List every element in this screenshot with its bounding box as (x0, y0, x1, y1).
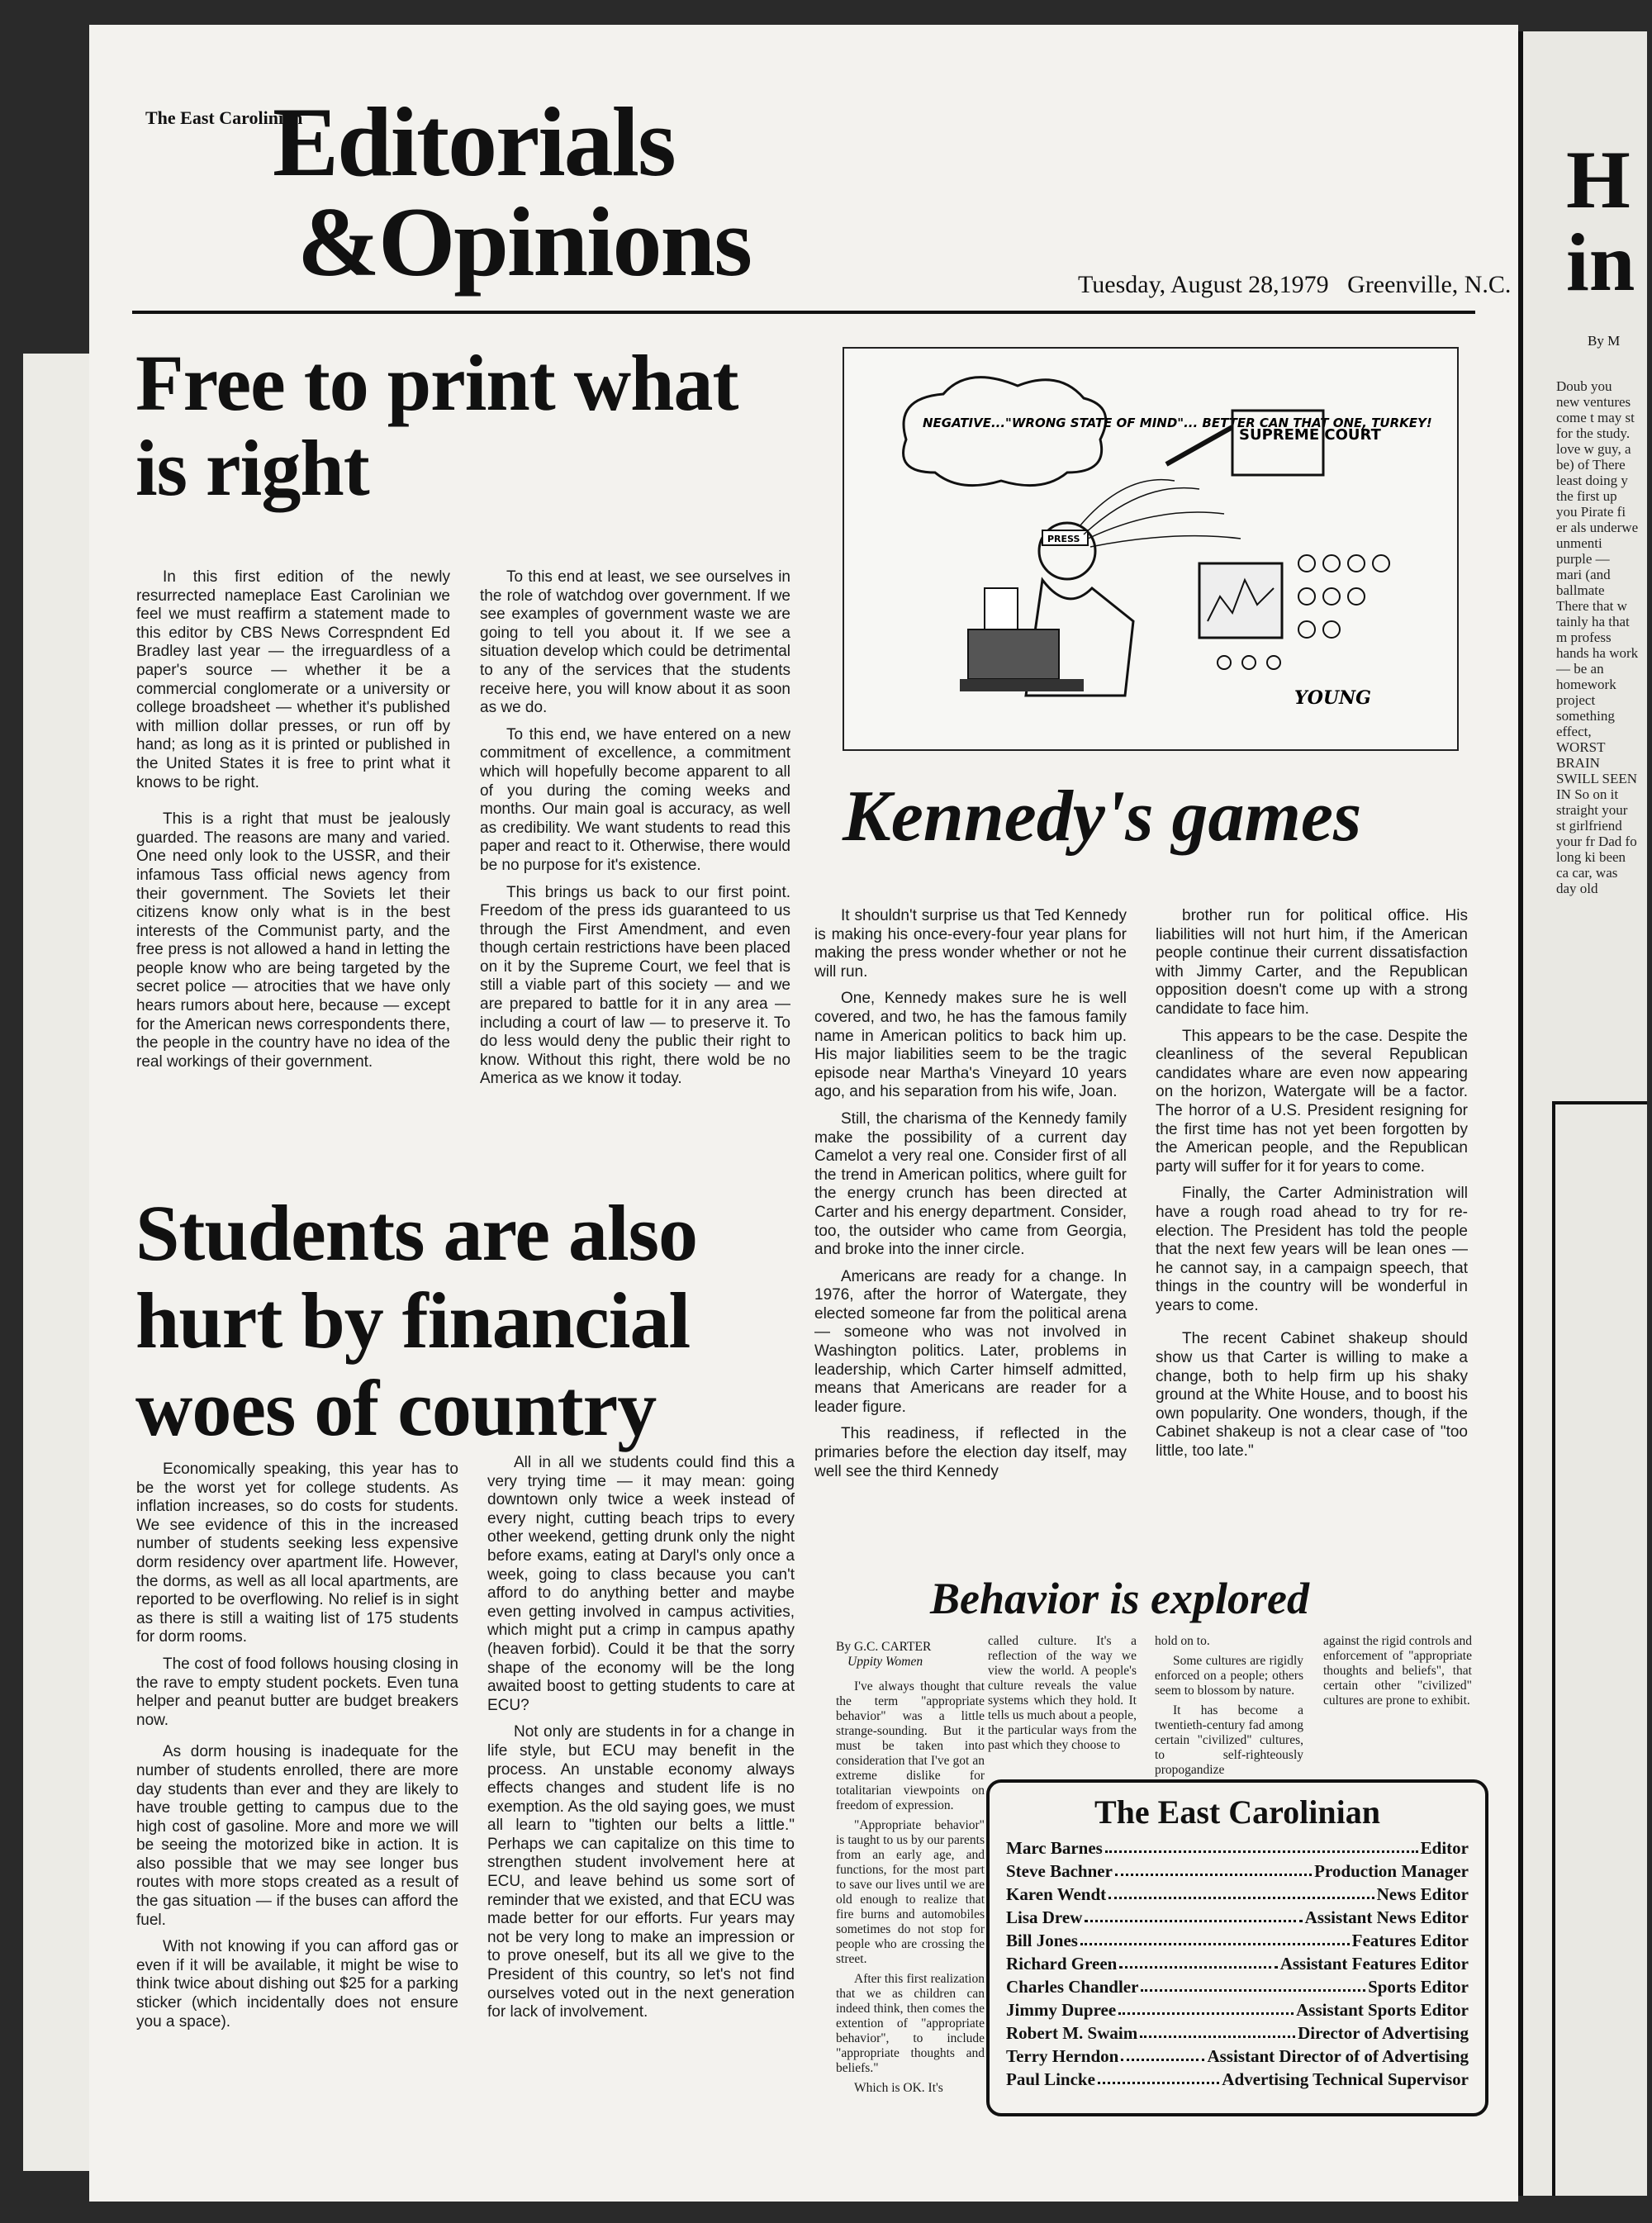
staff-title: Advertising Technical Supervisor (1222, 2069, 1469, 2089)
staff-list (990, 1836, 1485, 2091)
staff-name: Terry Herndon (1006, 2046, 1119, 2066)
paragraph: hold on to. (1155, 1634, 1210, 1648)
paragraph: I've always thought that the term "appropriate behavior" was a little strange-sounding. But it must be taken into consideration that I've got an extreme dislike for totalitarian viewpoints on freedom of expression. (836, 1679, 985, 1812)
leader-dots (1118, 1998, 1294, 2015)
article3-col1 (814, 907, 1127, 1489)
staff-row (1006, 1883, 1469, 1906)
masthead-rule (132, 311, 1475, 314)
byline-column-name: Uppity Women (847, 1655, 923, 1669)
typewriter (968, 629, 1059, 679)
staff-title: Director of Advertising (1298, 2023, 1469, 2043)
paragraph: against the rigid controls and enforcement of "appropriate thoughts and beliefs", that certain other "civilized" cultures are prone to exhibit. (1323, 1634, 1472, 1708)
monitor-screen (1199, 563, 1282, 638)
leader-dots (1115, 1860, 1312, 1876)
leader-dots (1105, 1836, 1418, 1853)
paragraph: "Appropriate behavior" is taught to us by our parents from an early age, and functions, for the most part to save our lives until we are old enough to realize that fire burns and automobiles sometimes do not stop for people who are crossing the street. (836, 1818, 985, 1966)
staff-row (1006, 1906, 1469, 1929)
staff-name: Charles Chandler (1006, 1977, 1139, 1997)
leader-dots (1098, 2068, 1219, 2084)
staff-row (1006, 2021, 1469, 2045)
paragraph: Not only are students in for a change in life style, but ECU may benefit in the process. An unstable economy always effects changes and student life is no exemption. As the old saying goes, we must all learn to "tighten our belts a little." Perhaps we can capitalize on this time to strengthen student involvement here at ECU, and leave behind us some sort of reminder that we existed, and that ECU was made better for our efforts. Fur years may not be very long to make an impression or to prove oneself, but its all we give to the President of this country, so let's not find ourselves voted out in the next generation for lack of involvement. (487, 1723, 795, 2021)
headline-kennedys-games: Kennedy's games (843, 777, 1362, 857)
paragraph: The recent Cabinet shakeup should show us that Carter is willing to make a change, both to help firm up his shaky ground at the White House, and to boost his own popularity. One wonders, though, if the Cabinet shakeup is not a clear case of "too little, too late." (1156, 1330, 1468, 1461)
staff-title: Features Editor (1351, 1931, 1469, 1950)
staff-title: Assistant News Editor (1304, 1907, 1469, 1927)
section-title-line1: Editorials (273, 87, 675, 197)
paragraph: To this end, we have entered on a new commitment of excellence, a commitment which will hopefully become apparent to all of you during the coming weeks and months. Our main goal is accuracy, as well as credibility. We want students to read this paper and react to it. Otherwise, there would be no purpose for it's existence. (480, 725, 790, 874)
paragraph: To this end at least, we see ourselves in the role of watchdog over government. If we see examples of government waste we are going to tell you about it. If we see a situation develop which could be detrimental to any of the services that the students receive here, you will know about it as soon as we do. (480, 568, 790, 717)
paragraph: This is a right that must be jealously guarded. The reasons are many and varied. One need only look to the USSR, and their infamous Tass official news agency from their government. The Soviets let their citizens know only what is in the best interests of the Communist party, and the free press is not allowed a hand in letting the people know who are being targeted by the secret police — atrocities that we have only hears rumors about here, because — except for the American news correspondents there, the people in the country have no idea of the real workings of their government. (136, 810, 450, 1071)
paragraph: This brings us back to our first point. Freedom of the press ids guaranteed to us through the First Amendment, and even though certain restrictions have been placed on it by the Supreme Court, we feel that is still a viable part of this society — and we are prepared to battle for it in any area — including a court of law — to preserve it. To do less would deny the public their right to know. Without this right, there wold be no America as we know it today. (480, 883, 790, 1088)
paragraph: brother run for political office. His liabilities will not hurt him, if the American people continue their current dissatisfaction with Jimmy Carter, and the Republican opposition doesn't come up with a strong candidate to face him. (1156, 907, 1468, 1018)
adjacent-headline: H in (1566, 134, 1635, 308)
staff-row (1006, 1975, 1469, 1998)
bubble-text: NEGATIVE..."WRONG STATE OF MIND"... BETTER CAN THAT ONE, TURKEY! (923, 416, 1432, 430)
staff-title: Editor (1420, 1838, 1469, 1858)
leader-dots (1108, 1883, 1374, 1899)
paragraph: called culture. It's a reflection of the way we view the world. A people's culture reveals the value systems which they hold. It tells us much about a people, the particular ways from the past which they choose to (988, 1634, 1137, 1752)
staff-row (1006, 2045, 1469, 2068)
cartoon-signature: YOUNG (1294, 687, 1371, 709)
article1-col2 (480, 568, 790, 1097)
section-title-line2: &Opinions (297, 187, 751, 297)
staff-name: Richard Green (1006, 1954, 1118, 1974)
paragraph: Finally, the Carter Administration will have a rough road ahead to try for re-election. The President has told the people that the next few years will be lean ones — he cannot say, in a campaign speech, that things in the country will be wonderful in years to come. (1156, 1185, 1468, 1314)
paragraph: One, Kennedy makes sure he is well covered, and two, he has the famous family name in American politics to back him up. His major liabilities seem to be the tragic episode near Martha's Vineyard 10 years ago, and his separation from his wife, Joan. (814, 990, 1127, 1101)
paragraph: This appears to be the case. Despite the cleanliness of the several Republican candidates whare are even now appearing on the horizon, Watergate will be a factor. The horror of a U.S. President resigning for the first time has not yet been forgotten by the American people, and the Republican party will suffer for it for years to come. (1156, 1027, 1468, 1176)
dateline: Tuesday, August 28,1979 Greenville, N.C. (1078, 271, 1512, 298)
desk (960, 679, 1084, 691)
staff-name: Marc Barnes (1006, 1838, 1103, 1858)
staff-title: Sports Editor (1368, 1977, 1469, 1997)
staff-title: Assistant Features Editor (1279, 1954, 1469, 1974)
paper-edge-strip (23, 354, 97, 2171)
staff-row (1006, 1998, 1469, 2021)
paragraph: In this first edition of the newly resurrected nameplace East Carolinian we feel we must reaffirm a statement made to this editor by CBS News Correspndent Ed Bradley last year — the irreguardless of a paper's source — whether it be a commercial conglomerate or a university or college broadsheet — whether it's published with million dollar presses, or run off by hand; as long as it is printed or published in the United States it is free to print what it knows to be right. (136, 568, 450, 791)
article2-col2 (487, 1454, 795, 2031)
staff-name: Bill Jones (1006, 1931, 1078, 1950)
staff-title: Assistant Director of of Advertising (1207, 2046, 1469, 2066)
wires (1080, 480, 1241, 547)
article4-col1 (836, 1640, 985, 2101)
paragraph: Some cultures are rigidly enforced on a people; others seem to blossom by nature. (1155, 1654, 1303, 1698)
article4-col2 (988, 1634, 1137, 1758)
adjacent-text: Doub you new ventures come t may st for the study. love w guy, a be) of There least doing y the first up you Pirate fi er als underwe unmenti purple — mari (and ballmate There that w tainly ha that m profess hands ha work — be an homework project something effect, WORST BRAIN SWILL SEEN IN So on it straight your st girlfriend your fr Dad fo long ki been ca car, was day old (1556, 378, 1639, 896)
headline-free-to-print: Free to print what is right (135, 339, 738, 512)
leader-dots (1141, 1975, 1365, 1992)
article3-col2 (1156, 907, 1468, 1470)
leader-dots (1080, 1929, 1350, 1945)
leader-dots (1140, 2021, 1295, 2038)
headline-behavior-explored: Behavior is explored (930, 1574, 1309, 1623)
paragraph: Economically speaking, this year has to be the worst yet for college students. As inflation increases, so do costs for students. We see evidence of this in the increased number of students seeking less expensive dorm residency over apartment life. However, the dorms, as well as all local apartments, are reported to be overflowing. No relief is in sight as there is still a waiting list of 175 students for dorm rooms. (136, 1461, 458, 1646)
adjacent-byline: By M (1588, 333, 1621, 349)
hat-text: PRESS (1047, 534, 1080, 544)
staff-title: Assistant Sports Editor (1296, 2000, 1469, 2020)
staff-row (1006, 1860, 1469, 1883)
paper-sheet (985, 588, 1018, 629)
staff-title: News Editor (1376, 1884, 1469, 1904)
adjacent-box (1552, 1101, 1647, 2196)
periscope-tube (1166, 427, 1232, 464)
article4-col4 (1323, 1634, 1472, 1713)
staff-name: Karen Wendt (1006, 1884, 1107, 1904)
paragraph: The cost of food follows housing closing in the rave to empty student pockets. Even tuna helper and peanut butter are budget breakers now. (136, 1655, 458, 1729)
cartoon-drawing (844, 349, 1457, 749)
staff-box-title: The East Carolinian (1094, 1793, 1380, 1831)
staff-row (1006, 1952, 1469, 1975)
leader-dots (1085, 1906, 1302, 1922)
paragraph: After this first realization that we as children can indeed think, then comes the extention of "appropriate behavior", to include "appropriate thoughts and beliefs." (836, 1972, 985, 2075)
byline: By G.C. CARTER (836, 1640, 932, 1654)
staff-box (986, 1779, 1488, 2116)
staff-name: Steve Bachner (1006, 1861, 1113, 1881)
leader-dots (1119, 1952, 1277, 1969)
staff-title: Production Manager (1314, 1861, 1469, 1881)
staff-name: Jimmy Dupree (1006, 2000, 1117, 2020)
article4-col3 (1155, 1634, 1303, 1783)
paragraph: All in all we students could find this a very trying time — it may mean: going downtown only twice a week instead of every night, cutting beach trips to every other weekend, getting drunk only the night before exams, eating at Daryl's only once a week, going to class because you can't afford to do anything better and maybe even getting involved in campus activities, which might put a crimp in campus apathy (heaven forbid). Could it be that the sorry shape of the economy will be the long awaited boost to getting students to care at ECU? (487, 1454, 795, 1714)
staff-row (1006, 2068, 1469, 2091)
paragraph: Americans are ready for a change. In 1976, after the horror of Watergate, they elected someone far from the political arena — someone who was not involved in Washington politics. Later, problems in leadership, which Carter himself admitted, means that Americans are reader for a leader figure. (814, 1267, 1127, 1416)
paragraph: As dorm housing is inadequate for the number of students enrolled, there are more day students than ever and they are likely to have trouble getting to campus due to the high cost of gasoline. More and more we will be seeing the motorized bike in action. It is also possible that we may see longer bus routes with more stops created as a result of the gas situation — if the buses can afford the fuel. (136, 1743, 458, 1929)
staff-name: Lisa Drew (1006, 1907, 1083, 1927)
headline-students-hurt: Students are also hurt by financial woes of country (135, 1189, 697, 1452)
paragraph: Which is OK. It's (854, 2081, 943, 2095)
article4-col1-text (836, 1679, 985, 2096)
article2-col1 (136, 1461, 458, 2040)
paragraph: Still, the charisma of the Kennedy family make the possibility of a current day Camelot a very real one. Consider first of all the trend in American politics, where guilt for the energy crunch has been directed at Carter and his energy department. Consider, too, the outsider who came from Georgia, and broke into the inner circle. (814, 1109, 1127, 1259)
paragraph: It shouldn't surprise us that Ted Kennedy is making his once-every-four year plans for making the press wonder whether or not he will run. (814, 907, 1127, 981)
byline-sub (847, 1655, 985, 1670)
paragraph: This readiness, if reflected in the primaries before the election day itself, may well see the third Kennedy (814, 1425, 1127, 1480)
speech-bubble (904, 378, 1106, 486)
paragraph: With not knowing if you can afford gas or even if it will be available, it might be wise to think twice about dishing out $25 for a parking sticker (which incidentally does not ensure you a space). (136, 1938, 458, 2031)
paper-name: The East Carolinian (145, 107, 303, 128)
paragraph: It has become a twentieth-century fad among certain "civilized" cultures, to self-righteously propogandize (1155, 1703, 1303, 1777)
article1-col1 (136, 568, 450, 1080)
staff-name: Robert M. Swaim (1006, 2023, 1138, 2043)
adjacent-page (1518, 31, 1647, 2196)
sign-text: SUPREME COURT (1239, 426, 1381, 444)
staff-row (1006, 1929, 1469, 1952)
leader-dots (1121, 2045, 1204, 2061)
staff-name: Paul Lincke (1006, 2069, 1095, 2089)
staff-row (1006, 1836, 1469, 1860)
editorial-cartoon (843, 347, 1459, 751)
